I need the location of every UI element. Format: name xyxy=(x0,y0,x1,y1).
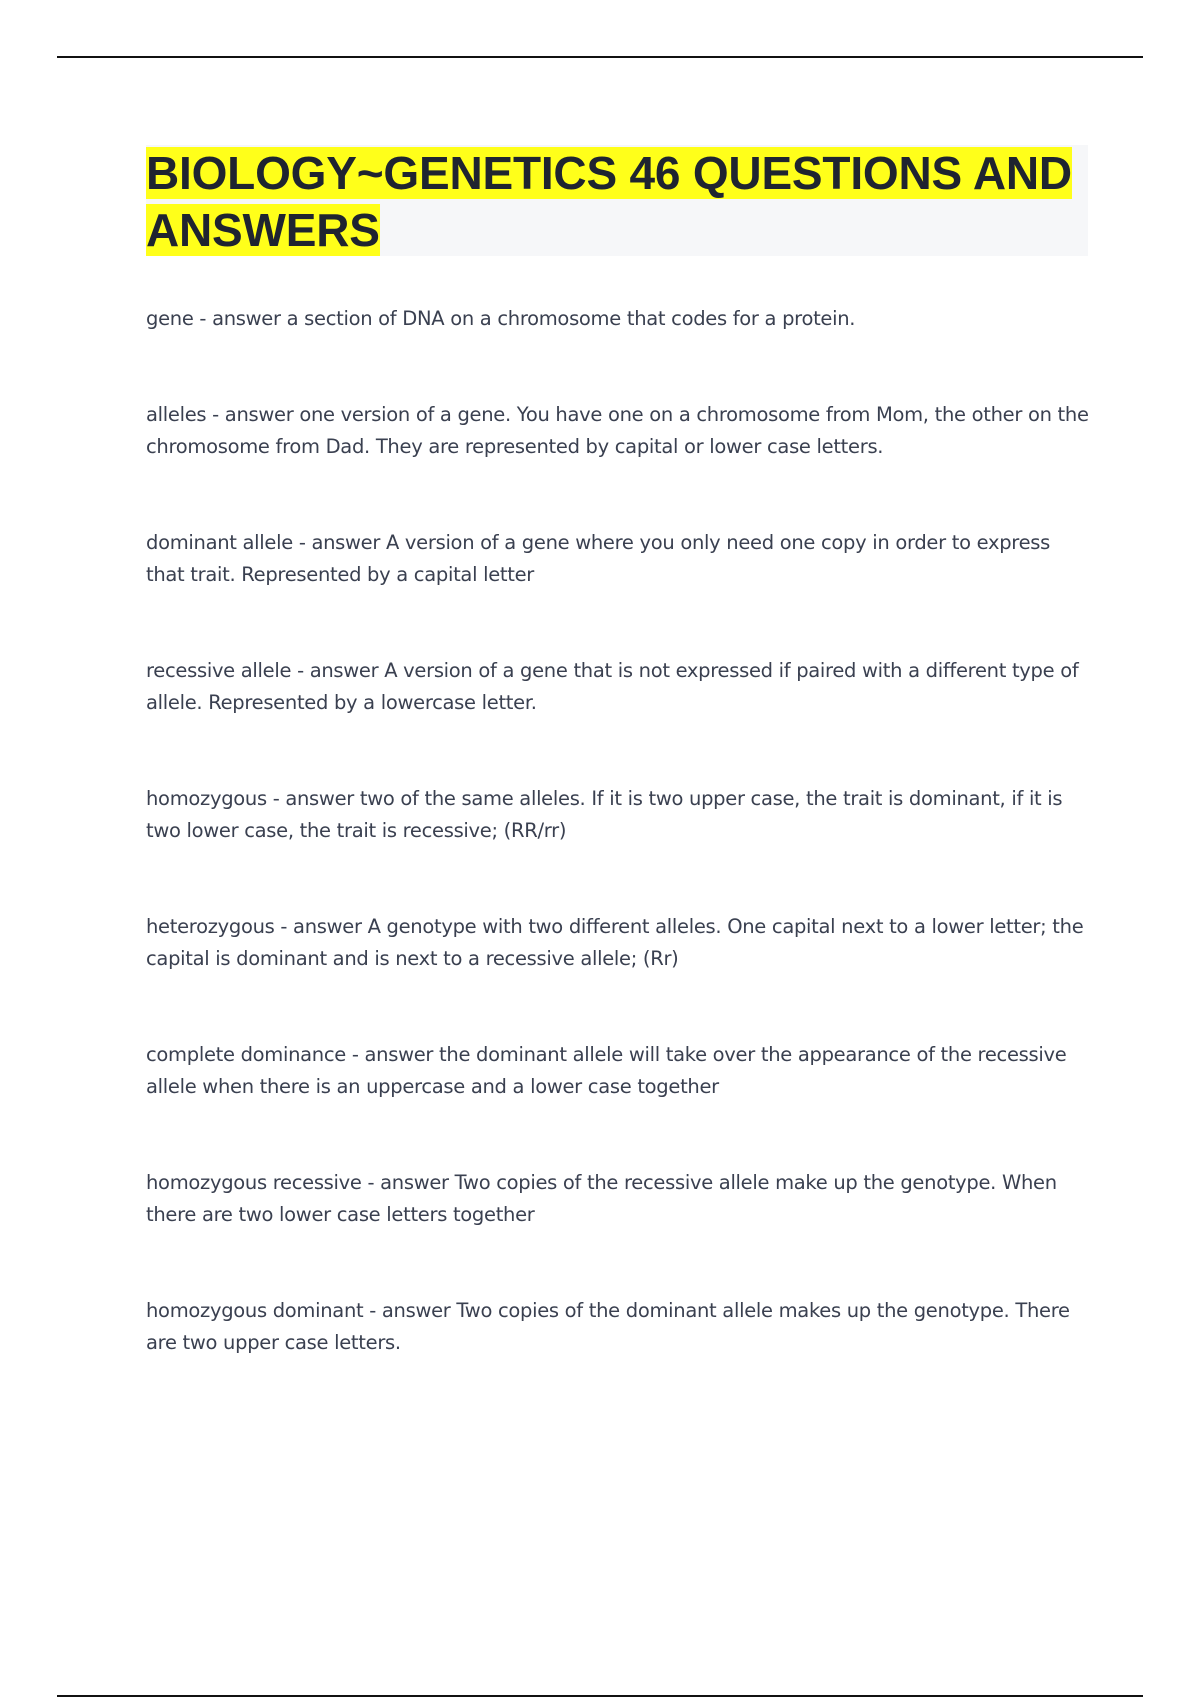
title-highlight: BIOLOGY~GENETICS 46 QUESTIONS AND ANSWERS xyxy=(146,147,1072,256)
qa-entry-homozygous-recessive: homozygous recessive - answer Two copies of the recessive allele make up the genotype. When there are two lower case letters together xyxy=(146,1171,1057,1226)
title-block xyxy=(146,145,1088,256)
qa-entry-complete-dominance: complete dominance - answer the dominant allele will take over the appearance of the recessive allele when there is an uppercase and a lower case together xyxy=(146,1043,1067,1098)
qa-entry-gene: gene - answer a section of DNA on a chromosome that codes for a protein. xyxy=(146,307,856,330)
qa-list xyxy=(146,303,1091,1423)
top-rule xyxy=(57,56,1143,58)
qa-entry-alleles: alleles - answer one version of a gene. You have one on a chromosome from Mom, the other on the chromosome from Dad. They are represented by capital or lower case letters. xyxy=(146,403,1089,458)
bottom-rule xyxy=(57,1695,1143,1697)
qa-entry-dominant-allele: dominant allele - answer A version of a gene where you only need one copy in order to express that trait. Represented by a capital letter xyxy=(146,531,1050,586)
qa-entry-homozygous: homozygous - answer two of the same alleles. If it is two upper case, the trait is dominant, if it is two lower case, the trait is recessive; (RR/rr) xyxy=(146,787,1063,842)
qa-entry-homozygous-dominant: homozygous dominant - answer Two copies of the dominant allele makes up the genotype. There are two upper case letters. xyxy=(146,1299,1070,1354)
qa-entry-recessive-allele: recessive allele - answer A version of a gene that is not expressed if paired with a different type of allele. Represented by a lowercase letter. xyxy=(146,659,1079,714)
qa-entry-heterozygous: heterozygous - answer A genotype with two different alleles. One capital next to a lower letter; the capital is dominant and is next to a recessive allele; (Rr) xyxy=(146,915,1084,970)
page-title xyxy=(146,145,1088,259)
